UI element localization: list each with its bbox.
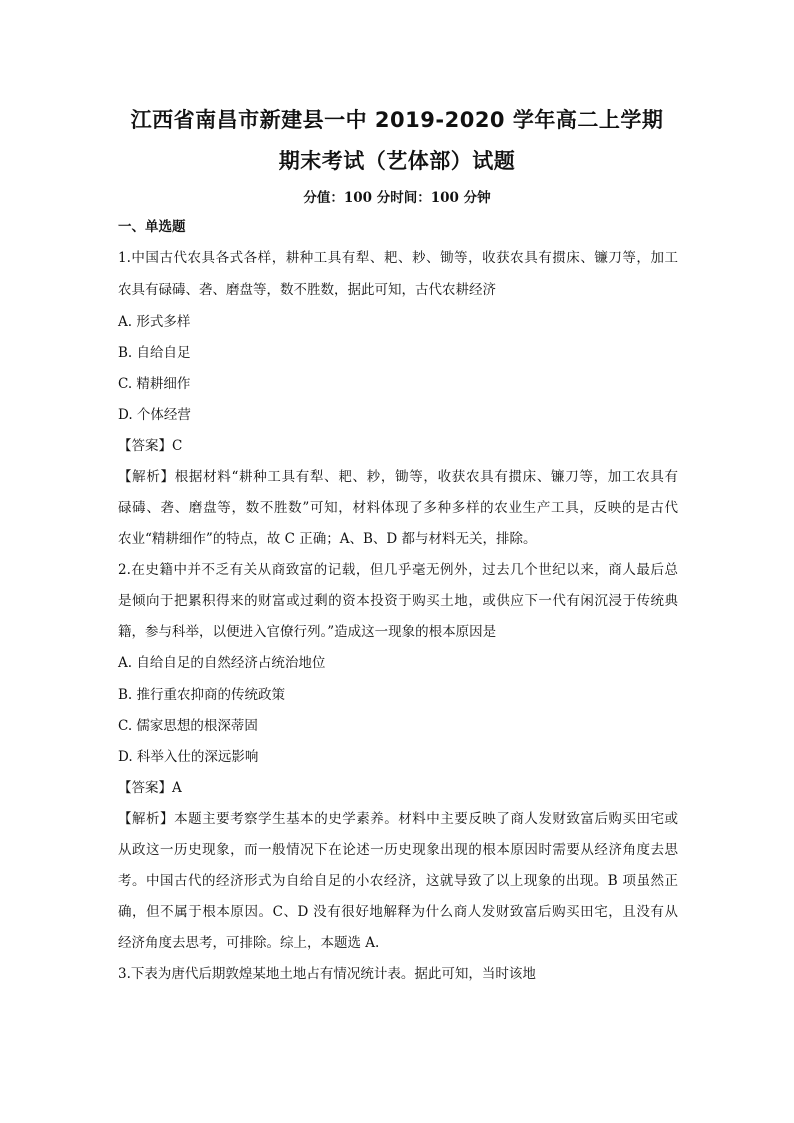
q3-stem-line1: 3.下表为唐代后期敦煌某地土地占有情况统计表。据此可知，当时该地: [118, 966, 536, 982]
q2-analysis-line1: [118, 810, 678, 828]
q2-analysis-line3: 考。中国古代的经济形式为自给自足的小农经济，这就导致了以上现象的出现。B 项虽然正: [118, 873, 678, 889]
q1-analysis-line2: 碌碡、砻、磨盘等，数不胜数”可知，材料体现了多种多样的农业生产工具，反映的是古代: [118, 500, 678, 516]
q2-answer: 【答案】A: [118, 780, 182, 796]
q2-stem-line3: 籍，参与科举，以便进入官僚行列。”造成这一现象的根本原因是: [118, 624, 497, 640]
q2-option-c: C. 儒家思想的根深蒂固: [118, 718, 258, 734]
q1-option-a: A. 形式多样: [118, 314, 191, 330]
q2-analysis-text1: 本题主要考察学生基本的史学素养。材料中主要反映了商人发财致富后购买田宅或: [174, 811, 679, 827]
q2-analysis-line5: 经济角度去思考，可排除。综上，本题选 A.: [118, 935, 380, 951]
q1-analysis-text1: 根据材料“耕种工具有犁、耙、耖，锄等，收获农具有掼床、镰刀等，加工农具有: [174, 469, 679, 485]
exam-title-line2: 期末考试（艺体部）试题: [278, 149, 516, 173]
q1-analysis-line3: 农业“精耕细作”的特点，故 C 正确；A、B、D 都与材料无关，排除。: [118, 531, 537, 547]
score-time-info: 分值：100 分时间：100 分钟: [303, 190, 491, 206]
q2-stem-line1: 2.在史籍中并不乏有关从商致富的记载，但几乎毫无例外，过去几个世纪以来，商人最后总: [118, 562, 678, 578]
q1-stem-line1: 1.中国古代农具各式各样，耕种工具有犁、耙、耖、锄等，收获农具有掼床、镰刀等，加工: [118, 250, 678, 266]
section-heading: 一、单选题: [118, 219, 186, 235]
q2-analysis-line4: 确，但不属于根本原因。C、D 没有很好地解释为什么商人发财致富后购买田宅，且没有从: [118, 904, 678, 920]
q2-option-a: A. 自给自足的自然经济占统治地位: [118, 655, 326, 671]
q1-option-d: D. 个体经营: [118, 407, 191, 423]
q2-analysis-line2: 从政这一历史现象，而一般情况下在论述一历史现象出现的根本原因时需要从经济角度去思: [118, 842, 678, 858]
q1-option-c: C. 精耕细作: [118, 376, 191, 392]
q1-option-b: B. 自给自足: [118, 345, 191, 361]
q2-option-b: B. 推行重农抑商的传统政策: [118, 687, 286, 703]
exam-title-line1: 江西省南昌市新建县一中 2019-2020 学年高二上学期: [130, 108, 664, 132]
q2-stem-line2: 是倾向于把累积得来的财富或过剩的资本投资于购买土地，或供应下一代有闲沉浸于传统典: [118, 593, 678, 609]
q2-option-d: D. 科举入仕的深远影响: [118, 749, 259, 765]
q1-analysis-label: 【解析】: [118, 469, 175, 485]
q1-stem-line2: 农具有碌碡、砻、磨盘等，数不胜数，据此可知，古代农耕经济: [118, 282, 496, 298]
q1-answer: 【答案】C: [118, 438, 183, 454]
q1-analysis-line1: [118, 468, 678, 486]
q2-analysis-label: 【解析】: [118, 811, 175, 827]
